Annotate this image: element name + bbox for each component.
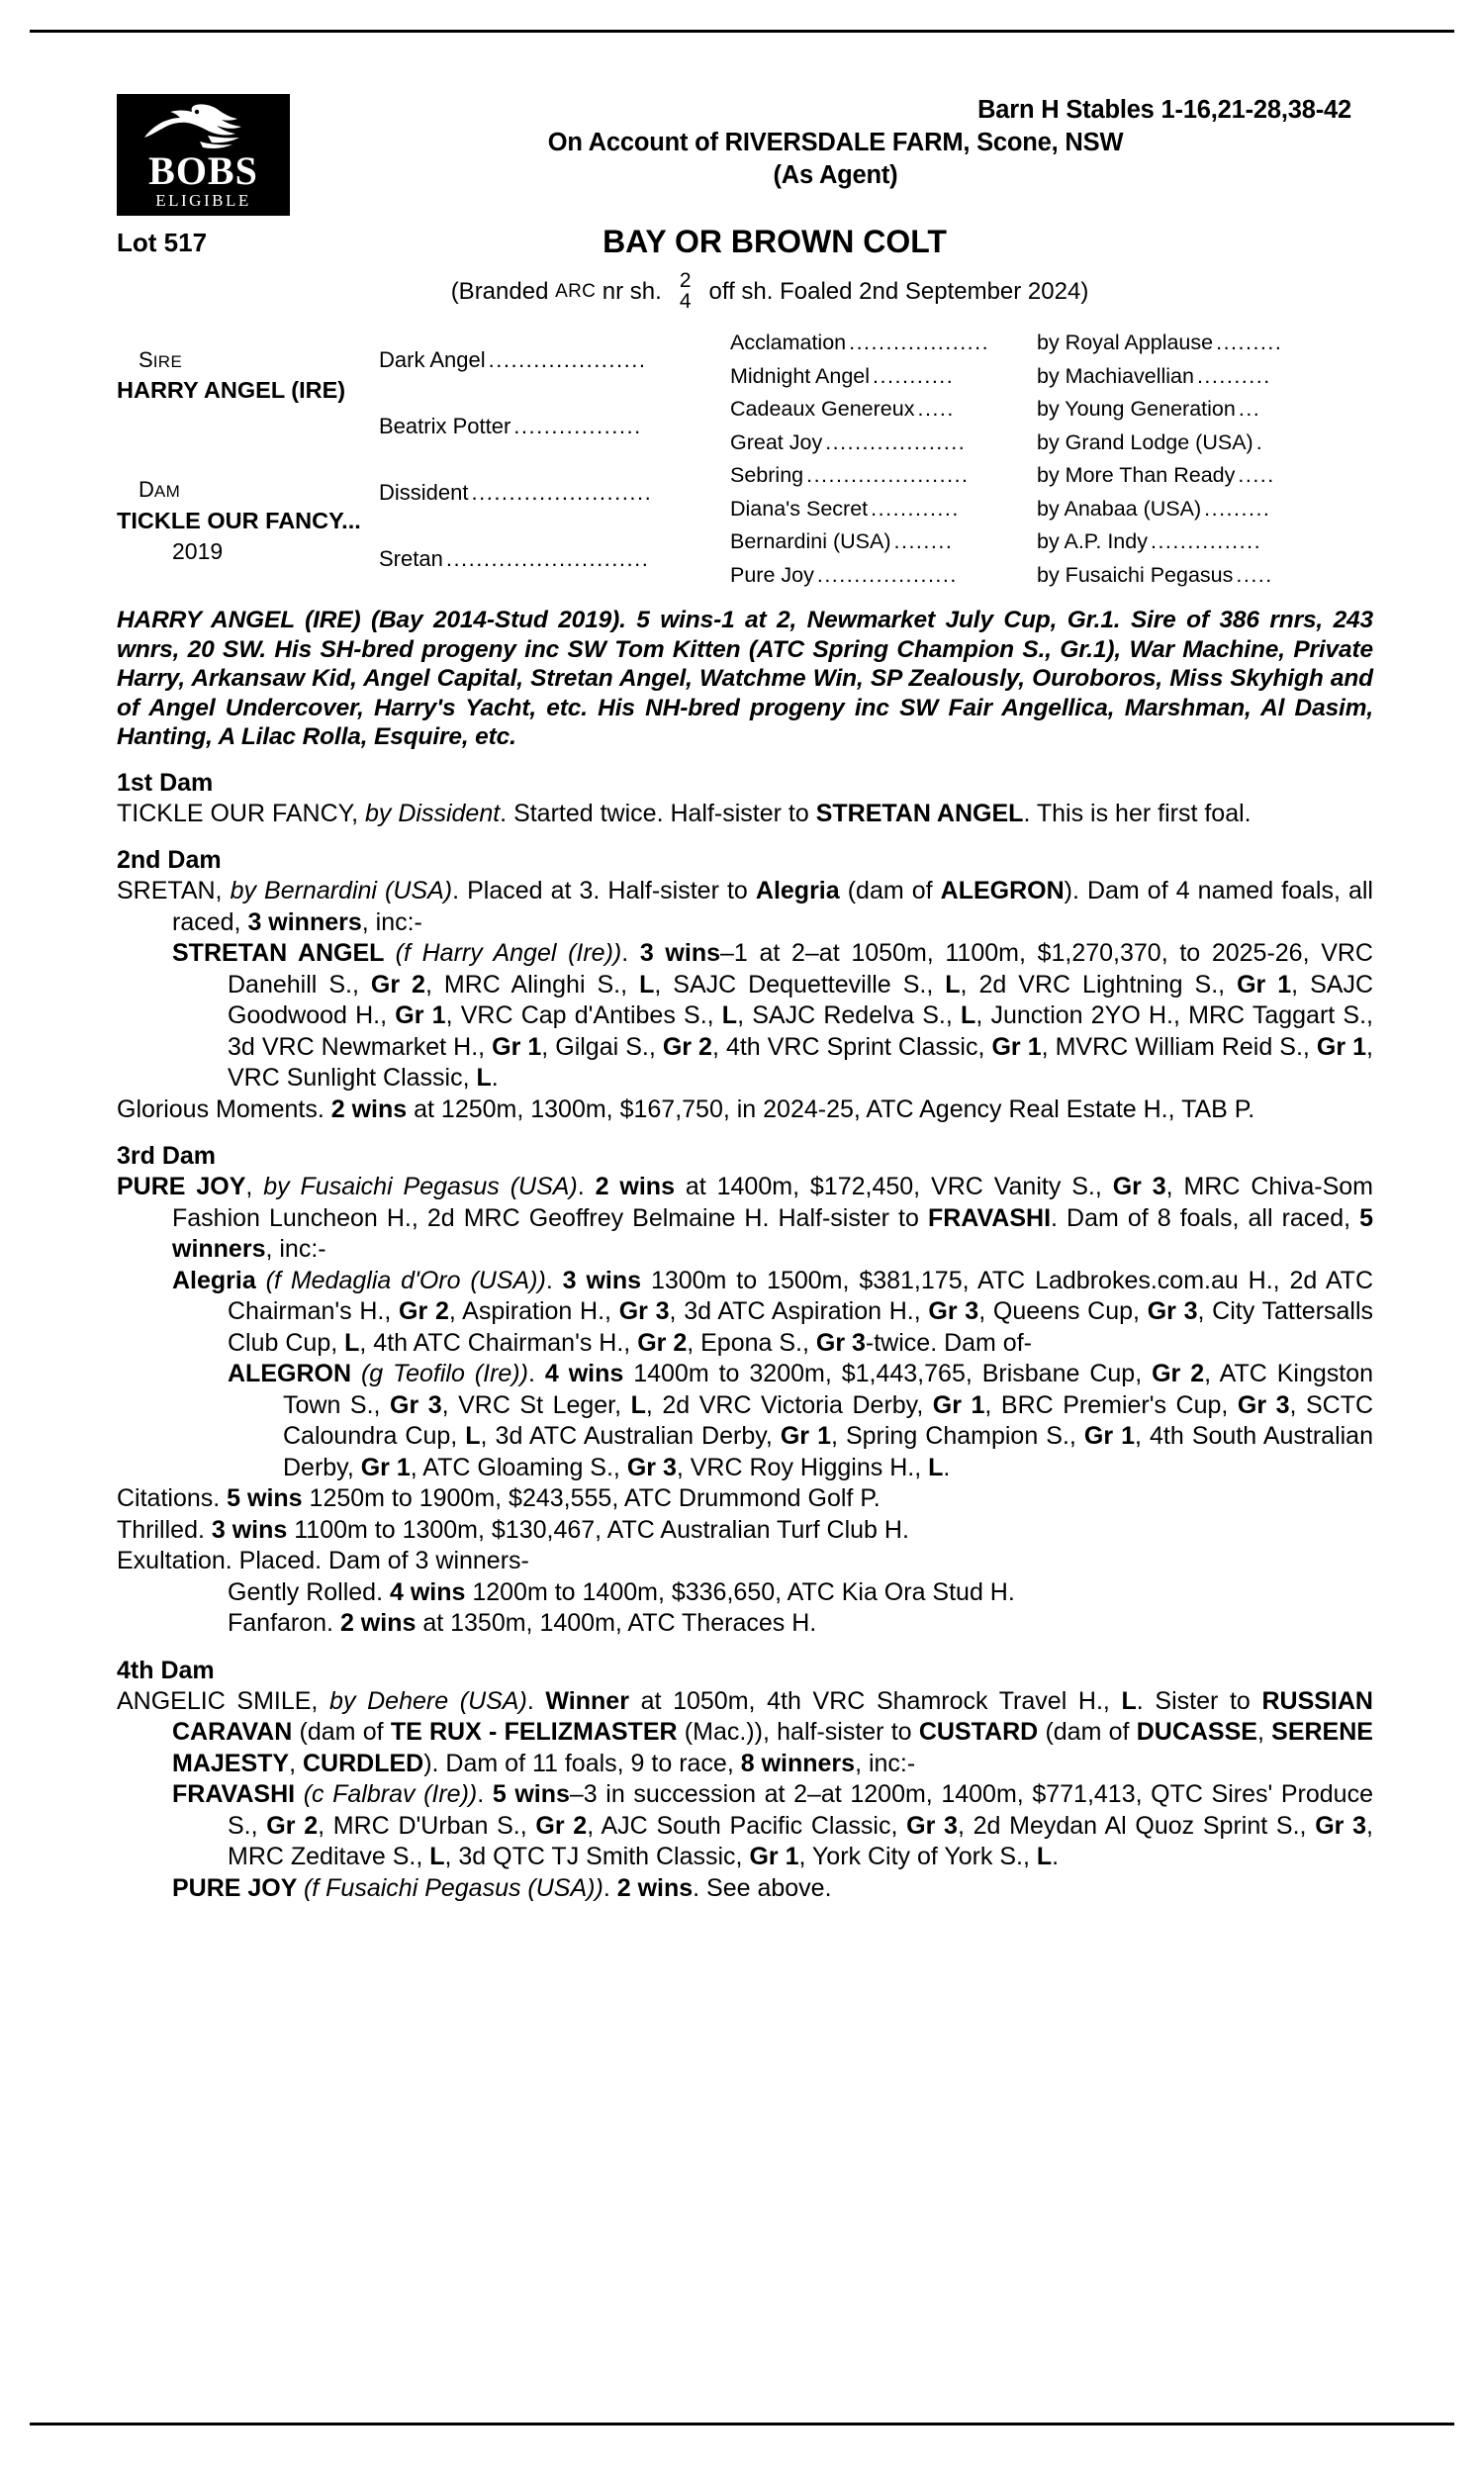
- entry-text: 1100m to 1300m, $130,467, ATC Australian Turf Club H.: [287, 1515, 909, 1544]
- bobs-eligible-logo: [117, 94, 290, 216]
- pedigree-entry: [117, 1686, 1373, 1780]
- entry-text: , 4th VRC Sprint Classic,: [711, 1032, 992, 1061]
- leader-dots: ......................: [806, 463, 970, 487]
- gen4-name: by Grand Lodge (USA): [1037, 429, 1253, 454]
- barn-stables-line: Barn H Stables 1-16,21-28,38-42: [977, 96, 1351, 124]
- sire-label: SIRE: [139, 347, 183, 372]
- emphasis-bold: Gr 1: [1237, 970, 1292, 999]
- branding-line: [117, 271, 1373, 313]
- emphasis-bold: 2 wins: [595, 1173, 675, 1200]
- leader-dots: .........: [1216, 331, 1283, 354]
- leader-dots: .: [1255, 429, 1264, 454]
- entry-text: , 2d VRC Lightning S.,: [960, 970, 1238, 999]
- emphasis-bold: L: [961, 1001, 976, 1029]
- emphasis-italic: by Dehere (USA): [329, 1686, 527, 1715]
- entry-text: .: [477, 1780, 493, 1808]
- emphasis-bold: 4 wins: [389, 1577, 466, 1606]
- emphasis-bold: Gr 3: [618, 1297, 670, 1325]
- pedigree-entry: [117, 1873, 1373, 1905]
- branded-suffix: off sh. Foaled 2nd September 2024): [708, 278, 1089, 305]
- entry-text: . Started twice. Half-sister to: [500, 799, 816, 827]
- emphasis-bold: 5 wins: [227, 1484, 303, 1512]
- entry-text: , City Tattersalls Club Cup,: [228, 1297, 1374, 1357]
- emphasis-bold: Gr 3: [626, 1453, 677, 1481]
- emphasis-bold: ALEGRON: [228, 1360, 361, 1387]
- pedigree-gen4-cell: [1037, 493, 1373, 526]
- entry-text: –3 in succession at 2–at 1200m, 1400m, $771,413, QTC Sires' Produce S.,: [228, 1780, 1373, 1840]
- pedigree-gen4-cell: [1037, 360, 1373, 394]
- pedigree-entry: [117, 1608, 1373, 1640]
- gen4-name: by Royal Applause: [1037, 331, 1214, 354]
- brand-numerator: 2: [679, 269, 692, 292]
- pedigree-gen2-cell: [379, 327, 730, 393]
- entry-text: , inc:-: [855, 1749, 916, 1777]
- emphasis-italic: (f Harry Angel (Ire)): [395, 939, 622, 967]
- entry-text: -twice. Dam of-: [865, 1328, 1032, 1357]
- logo-brand-text: BOBS: [148, 148, 258, 193]
- entry-text: , MRC Alinghi S.,: [424, 970, 640, 999]
- pedigree-entry: [117, 1483, 1373, 1515]
- entry-text: , 4th ATC Chairman's H.,: [359, 1328, 638, 1357]
- emphasis-italic: (f Fusaichi Pegasus (USA)): [303, 1873, 603, 1902]
- pedigree-gen4-cell: [1037, 559, 1373, 593]
- pedigree-table: [117, 327, 1373, 592]
- brand-mark-code: ARC: [555, 281, 597, 302]
- leader-dots: .....: [1238, 463, 1275, 487]
- entry-text: 1300m to 1500m, $381,175, ATC Ladbrokes.com.au H., 2d ATC Chairman's H.,: [228, 1266, 1373, 1325]
- emphasis-bold: STRETAN ANGEL: [172, 939, 396, 967]
- pedigree-entry: [117, 876, 1373, 938]
- entry-text: , VRC Roy Higgins H.,: [676, 1453, 929, 1481]
- emphasis-bold: Gr 1: [492, 1032, 542, 1061]
- bottom-rule: [30, 2423, 1454, 2426]
- emphasis-bold: Gr 2: [266, 1811, 319, 1840]
- gen4-name: by A.P. Indy: [1037, 529, 1148, 553]
- entry-text: Exultation. Placed. Dam of 3 winners-: [117, 1547, 529, 1574]
- emphasis-bold: 8 winners: [740, 1749, 856, 1777]
- emphasis-bold: 4 wins: [544, 1360, 624, 1387]
- emphasis-italic: (g Teofilo (Ire)): [360, 1360, 528, 1387]
- leader-dots: ...........................: [445, 545, 650, 571]
- emphasis-bold: DUCASSE: [1136, 1718, 1257, 1746]
- leader-dots: ...................: [849, 331, 990, 354]
- leader-dots: .........: [1204, 496, 1271, 521]
- entry-text: , 4th South Australian Derby,: [283, 1422, 1373, 1481]
- emphasis-italic: by Fusaichi Pegasus (USA): [263, 1173, 578, 1200]
- emphasis-bold: ALEGRON: [940, 877, 1065, 904]
- emphasis-bold: L: [630, 1390, 646, 1419]
- entry-text: Thrilled.: [117, 1515, 212, 1544]
- gen2-name: Dissident: [379, 479, 469, 505]
- entry-text: at 1400m, $172,450, VRC Vanity S.,: [674, 1173, 1113, 1200]
- entry-text: , MVRC William Reid S.,: [1041, 1032, 1317, 1061]
- entry-text: , VRC Cap d'Antibes S.,: [445, 1001, 722, 1029]
- lot-title-row: [117, 224, 1373, 267]
- leader-dots: ...........: [873, 363, 955, 388]
- emphasis-bold: 3 winners: [247, 907, 362, 936]
- entry-text: ,: [1256, 1718, 1272, 1746]
- pedigree-gen4-cell: [1037, 393, 1373, 427]
- as-agent-line: (As Agent): [773, 161, 898, 189]
- gen3-name: Great Joy: [730, 429, 823, 454]
- pedigree-gen2-cell: [379, 459, 730, 525]
- leader-dots: ...................: [825, 429, 967, 454]
- emphasis-italic: (f Medaglia d'Oro (USA)): [265, 1266, 546, 1294]
- pedigree-entry: [117, 1266, 1373, 1360]
- emphasis-bold: PURE JOY: [172, 1873, 304, 1902]
- emphasis-bold: Gr 3: [906, 1811, 958, 1840]
- entry-text: . This is her first foal.: [1023, 799, 1252, 827]
- gen3-name: Acclamation: [730, 331, 847, 354]
- entry-text: , Spring Champion S.,: [830, 1422, 1084, 1450]
- emphasis-bold: L: [465, 1422, 481, 1450]
- entry-text: .: [1052, 1843, 1060, 1870]
- entry-text: .: [621, 939, 640, 967]
- pedigree-gen4-cell: [1037, 525, 1373, 559]
- entry-text: , Epona S.,: [687, 1328, 816, 1357]
- entry-text: .: [527, 1360, 545, 1387]
- pedigree-entry: [117, 1094, 1373, 1126]
- entry-text: .: [526, 1686, 546, 1715]
- gen4-name: by More Than Ready: [1037, 463, 1236, 487]
- page-title: BAY OR BROWN COLT: [603, 224, 947, 259]
- dam-section-heading: 3rd Dam: [117, 1142, 217, 1170]
- pedigree-gen2-cell: [379, 393, 730, 459]
- emphasis-bold: Gr 1: [991, 1032, 1042, 1061]
- emphasis-bold: 5 winners: [172, 1203, 1374, 1263]
- entry-text: , ATC Kingston Town S.,: [283, 1360, 1374, 1419]
- pedigree-gen4-cell: [1037, 459, 1373, 493]
- entry-text: , inc:-: [361, 907, 422, 936]
- emphasis-bold: L: [639, 970, 655, 999]
- emphasis-bold: 3 wins: [562, 1266, 642, 1294]
- emphasis-bold: Gr 1: [932, 1390, 985, 1419]
- emphasis-italic: (c Falbrav (Ire)): [303, 1780, 478, 1808]
- horse-head-icon: [135, 100, 273, 153]
- brand-number-fraction: [680, 270, 692, 312]
- entry-text: Gently Rolled.: [228, 1577, 390, 1606]
- emphasis-bold: Gr 1: [395, 1001, 446, 1029]
- gen3-name: Pure Joy: [730, 562, 814, 587]
- entry-text: (dam of: [292, 1718, 391, 1746]
- emphasis-bold: Gr 2: [399, 1297, 449, 1325]
- emphasis-bold: L: [476, 1064, 492, 1092]
- emphasis-bold: L: [429, 1843, 445, 1870]
- emphasis-bold: Gr 2: [637, 1328, 688, 1357]
- gen3-name: Diana's Secret: [730, 496, 869, 521]
- emphasis-bold: 2 wins: [339, 1609, 417, 1637]
- pedigree-gen3-cell: [730, 327, 1037, 360]
- entry-text: , 3d ATC Australian Derby,: [480, 1422, 781, 1450]
- leader-dots: ...................: [816, 562, 958, 587]
- emphasis-bold: Winner: [545, 1686, 629, 1715]
- emphasis-bold: Gr 1: [749, 1843, 799, 1870]
- entry-text: (dam of: [1038, 1718, 1137, 1746]
- entry-text: , SAJC Redelva S.,: [737, 1001, 962, 1029]
- entry-text: 1200m to 1400m, $336,650, ATC Kia Ora Stud H.: [465, 1577, 1015, 1606]
- pedigree-gen3-cell: [730, 427, 1037, 460]
- emphasis-italic: by Bernardini (USA): [230, 877, 453, 904]
- emphasis-bold: Gr 1: [780, 1422, 831, 1450]
- entry-text: ANGELIC SMILE,: [117, 1686, 330, 1715]
- entry-text: , Gilgai S.,: [541, 1032, 663, 1061]
- entry-text: (dam of: [839, 877, 941, 904]
- pedigree-entry: [117, 1515, 1373, 1547]
- entry-text: .: [603, 1873, 617, 1902]
- entry-text: Citations.: [117, 1484, 228, 1512]
- emphasis-bold: STRETAN ANGEL: [815, 799, 1024, 827]
- leader-dots: .....: [917, 397, 955, 421]
- dam-section-heading: 2nd Dam: [117, 846, 222, 874]
- emphasis-bold: PURE JOY: [117, 1173, 246, 1200]
- page-header: [117, 94, 1373, 216]
- entry-text: , Aspiration H.,: [448, 1297, 619, 1325]
- entry-text: , SAJC Dequetteville S.,: [654, 970, 946, 999]
- pedigree-entry: [117, 1779, 1373, 1873]
- entry-text: , inc:-: [265, 1235, 326, 1263]
- pedigree-gen3-cell: [730, 493, 1037, 526]
- entry-text: .: [943, 1453, 951, 1481]
- leader-dots: ...: [1238, 397, 1261, 421]
- emphasis-bold: Gr 3: [390, 1390, 442, 1419]
- pedigree-entry: [117, 1577, 1373, 1609]
- logo-subtitle-text: ELIGIBLE: [155, 191, 251, 210]
- top-rule: [30, 30, 1454, 33]
- leader-dots: .....: [1236, 562, 1273, 587]
- emphasis-bold: RUSSIAN CARAVAN: [172, 1686, 1373, 1746]
- entry-text: ,: [245, 1173, 264, 1200]
- entry-text: SRETAN,: [117, 877, 231, 904]
- entry-text: . Sister to: [1136, 1686, 1262, 1715]
- emphasis-bold: 2 wins: [616, 1873, 694, 1902]
- emphasis-bold: Gr 3: [1147, 1297, 1198, 1325]
- emphasis-bold: FRAVASHI: [172, 1780, 304, 1808]
- emphasis-bold: Gr 2: [535, 1811, 588, 1840]
- gen3-name: Sebring: [730, 463, 804, 487]
- branded-nr-side: nr sh.: [602, 278, 662, 305]
- pedigree-parents-column: [117, 327, 379, 592]
- gen2-name: Sretan: [379, 545, 443, 571]
- emphasis-bold: L: [1121, 1686, 1137, 1715]
- pedigree-gen3-cell: [730, 393, 1037, 427]
- entry-text: , MRC Chiva-Som Fashion Luncheon H., 2d MRC Geoffrey Belmaine H. Half-sister to: [172, 1173, 1373, 1232]
- entry-text: 1400m to 3200m, $1,443,765, Brisbane Cup,: [623, 1360, 1153, 1387]
- sire-name: HARRY ANGEL (IRE): [117, 377, 346, 403]
- emphasis-bold: 3 wins: [211, 1515, 288, 1544]
- entry-text: , BRC Premier's Cup,: [984, 1390, 1238, 1419]
- dam-name: TICKLE OUR FANCY...: [117, 508, 361, 533]
- pedigree-entry: [117, 938, 1373, 1094]
- entry-text: , VRC St Leger,: [441, 1390, 631, 1419]
- entry-text: , York City of York S.,: [798, 1843, 1037, 1870]
- emphasis-bold: CURDLED: [303, 1749, 424, 1777]
- emphasis-bold: Alegria: [172, 1266, 266, 1294]
- pedigree-gen4-cell: [1037, 327, 1373, 360]
- entry-text: , SAJC Goodwood H.,: [228, 970, 1374, 1029]
- leader-dots: .................: [513, 413, 642, 438]
- entry-text: , ATC Gloaming S.,: [410, 1453, 627, 1481]
- entry-text: , MRC Zeditave S.,: [228, 1811, 1373, 1870]
- dam-sections: [117, 769, 1373, 1905]
- entry-text: , Queens Cup,: [978, 1297, 1148, 1325]
- branded-prefix: (Branded: [450, 278, 549, 305]
- entry-text: , AJC South Pacific Classic,: [587, 1811, 907, 1840]
- gen2-name: Beatrix Potter: [379, 413, 511, 438]
- pedigree-entry: [117, 1546, 1373, 1577]
- entry-text: , Junction 2YO H., MRC Taggart S., 3d VRC Newmarket H.,: [228, 1001, 1373, 1061]
- emphasis-bold: Gr 3: [1112, 1173, 1166, 1200]
- gen3-name: Cadeaux Genereux: [730, 397, 915, 421]
- entry-text: 1250m to 1900m, $243,555, ATC Drummond Golf P.: [302, 1484, 881, 1512]
- entry-text: , 3d QTC TJ Smith Classic,: [444, 1843, 750, 1870]
- gen4-name: by Young Generation: [1037, 397, 1236, 421]
- emphasis-bold: 5 wins: [492, 1780, 570, 1808]
- emphasis-bold: Gr 3: [1315, 1811, 1367, 1840]
- account-line: On Account of RIVERSDALE FARM, Scone, NSW: [547, 129, 1124, 156]
- pedigree-entry: [117, 1172, 1373, 1266]
- pedigree-entry: [117, 1359, 1373, 1483]
- entry-text: , 3d ATC Aspiration H.,: [669, 1297, 929, 1325]
- emphasis-bold: L: [344, 1328, 360, 1357]
- emphasis-bold: Gr 3: [815, 1328, 866, 1357]
- gen4-name: by Fusaichi Pegasus: [1037, 562, 1234, 587]
- entry-text: ). Dam of 4 named foals, all raced,: [172, 877, 1373, 936]
- pedigree-gen3-cell: [730, 459, 1037, 493]
- emphasis-bold: SERENE MAJESTY: [172, 1718, 1373, 1777]
- pedigree-gen4-cell: [1037, 427, 1373, 460]
- entry-text: Glorious Moments.: [117, 1094, 331, 1123]
- header-text-block: [290, 94, 1373, 192]
- dam-section-heading: 1st Dam: [117, 768, 214, 797]
- entry-text: , 2d VRC Victoria Derby,: [645, 1390, 933, 1419]
- emphasis-bold: 2 wins: [330, 1094, 408, 1123]
- leader-dots: ...............: [1150, 529, 1262, 553]
- emphasis-bold: 3 wins: [639, 939, 720, 967]
- entry-text: . See above.: [693, 1873, 832, 1902]
- gen4-name: by Anabaa (USA): [1037, 496, 1202, 521]
- entry-text: , SCTC Caloundra Cup,: [283, 1390, 1374, 1450]
- emphasis-bold: Gr 1: [360, 1453, 411, 1481]
- emphasis-bold: Gr 1: [1083, 1422, 1136, 1450]
- emphasis-bold: Gr 1: [1316, 1032, 1367, 1061]
- entry-text: . Placed at 3. Half-sister to: [452, 877, 756, 904]
- entry-text: ). Dam of 11 foals, 9 to race,: [423, 1749, 741, 1777]
- pedigree-gen3-cell: [730, 525, 1037, 559]
- pedigree-gen3-cell: [730, 360, 1037, 394]
- emphasis-bold: Gr 2: [662, 1032, 712, 1061]
- entry-text: at 1350m, 1400m, ATC Theraces H.: [416, 1609, 817, 1637]
- leader-dots: .....................: [488, 346, 647, 372]
- entry-text: , 2d Meydan Al Quoz Sprint S.,: [957, 1811, 1316, 1840]
- dam-section-heading: 4th Dam: [117, 1656, 215, 1684]
- lot-number: Lot 517: [117, 228, 208, 257]
- leader-dots: ........................: [471, 479, 653, 505]
- entry-text: (Mac.)), half-sister to: [677, 1718, 919, 1746]
- entry-text: . Dam of 8 foals, all raced,: [1051, 1203, 1360, 1232]
- emphasis-bold: Alegria: [755, 877, 840, 904]
- emphasis-bold: TE RUX - FELIZMASTER: [390, 1718, 678, 1746]
- dam-label: DAM: [139, 477, 181, 502]
- gen4-name: by Machiavellian: [1037, 363, 1194, 388]
- emphasis-bold: L: [721, 1001, 738, 1029]
- leader-dots: ........: [893, 529, 954, 553]
- emphasis-bold: Gr 2: [1152, 1360, 1205, 1387]
- entry-text: , MRC D'Urban S.,: [318, 1811, 536, 1840]
- entry-text: TICKLE OUR FANCY,: [117, 799, 365, 827]
- emphasis-bold: Gr 3: [1237, 1390, 1290, 1419]
- gen2-name: Dark Angel: [379, 346, 486, 372]
- emphasis-bold: L: [928, 1453, 944, 1481]
- entry-text: ,: [289, 1749, 303, 1777]
- page-content: [117, 94, 1373, 1904]
- entry-text: , VRC Sunlight Classic,: [228, 1032, 1373, 1092]
- dam-year: 2019: [172, 538, 224, 564]
- emphasis-italic: by Dissident: [365, 799, 501, 827]
- emphasis-bold: CUSTARD: [918, 1718, 1039, 1746]
- gen3-name: Midnight Angel: [730, 363, 871, 388]
- leader-dots: ............: [871, 496, 960, 521]
- entry-text: –1 at 2–at 1050m, 1100m, $1,270,370, to 2025-26, VRC Danehill S.,: [228, 939, 1373, 999]
- emphasis-bold: FRAVASHI: [927, 1203, 1052, 1232]
- emphasis-bold: L: [945, 970, 961, 999]
- emphasis-bold: Gr 3: [928, 1297, 979, 1325]
- entry-text: .: [491, 1064, 499, 1092]
- leader-dots: ..........: [1196, 363, 1271, 388]
- sire-description: HARRY ANGEL (IRE) (Bay 2014-Stud 2019). 5 wins-1 at 2, Newmarket July Cup, Gr.1. Sire of 386 rnrs, 243 wnrs, 20 SW. His SH-bred progeny inc SW Tom Kitten (ATC Spring Champion S., Gr.1), War Machine, Private Harry, Arkansaw Kid, Angel Capital, Stretan Angel, Watchme Win, SP Zealously, Ouroboros, Miss Skyhigh and of Angel Undercover, Harry's Yacht, etc. His NH-bred progeny inc SW Fair Angellica, Marshman, Al Dasim, Hanting, A Lilac Rolla, Esquire, etc.: [117, 607, 1373, 750]
- emphasis-bold: Gr 2: [370, 970, 425, 999]
- pedigree-entry: [117, 799, 1373, 830]
- emphasis-bold: L: [1036, 1843, 1053, 1870]
- gen3-name: Bernardini (USA): [730, 529, 891, 553]
- pedigree-gen2-cell: [379, 525, 730, 592]
- pedigree-gen3-cell: [730, 559, 1037, 593]
- entry-text: .: [577, 1173, 596, 1200]
- entry-text: Fanfaron.: [228, 1609, 340, 1637]
- entry-text: .: [545, 1266, 563, 1294]
- brand-denominator: 4: [679, 290, 692, 313]
- entry-text: at 1050m, 4th VRC Shamrock Travel H.,: [628, 1686, 1122, 1715]
- entry-text: at 1250m, 1300m, $167,750, in 2024-25, ATC Agency Real Estate H., TAB P.: [407, 1094, 1255, 1123]
